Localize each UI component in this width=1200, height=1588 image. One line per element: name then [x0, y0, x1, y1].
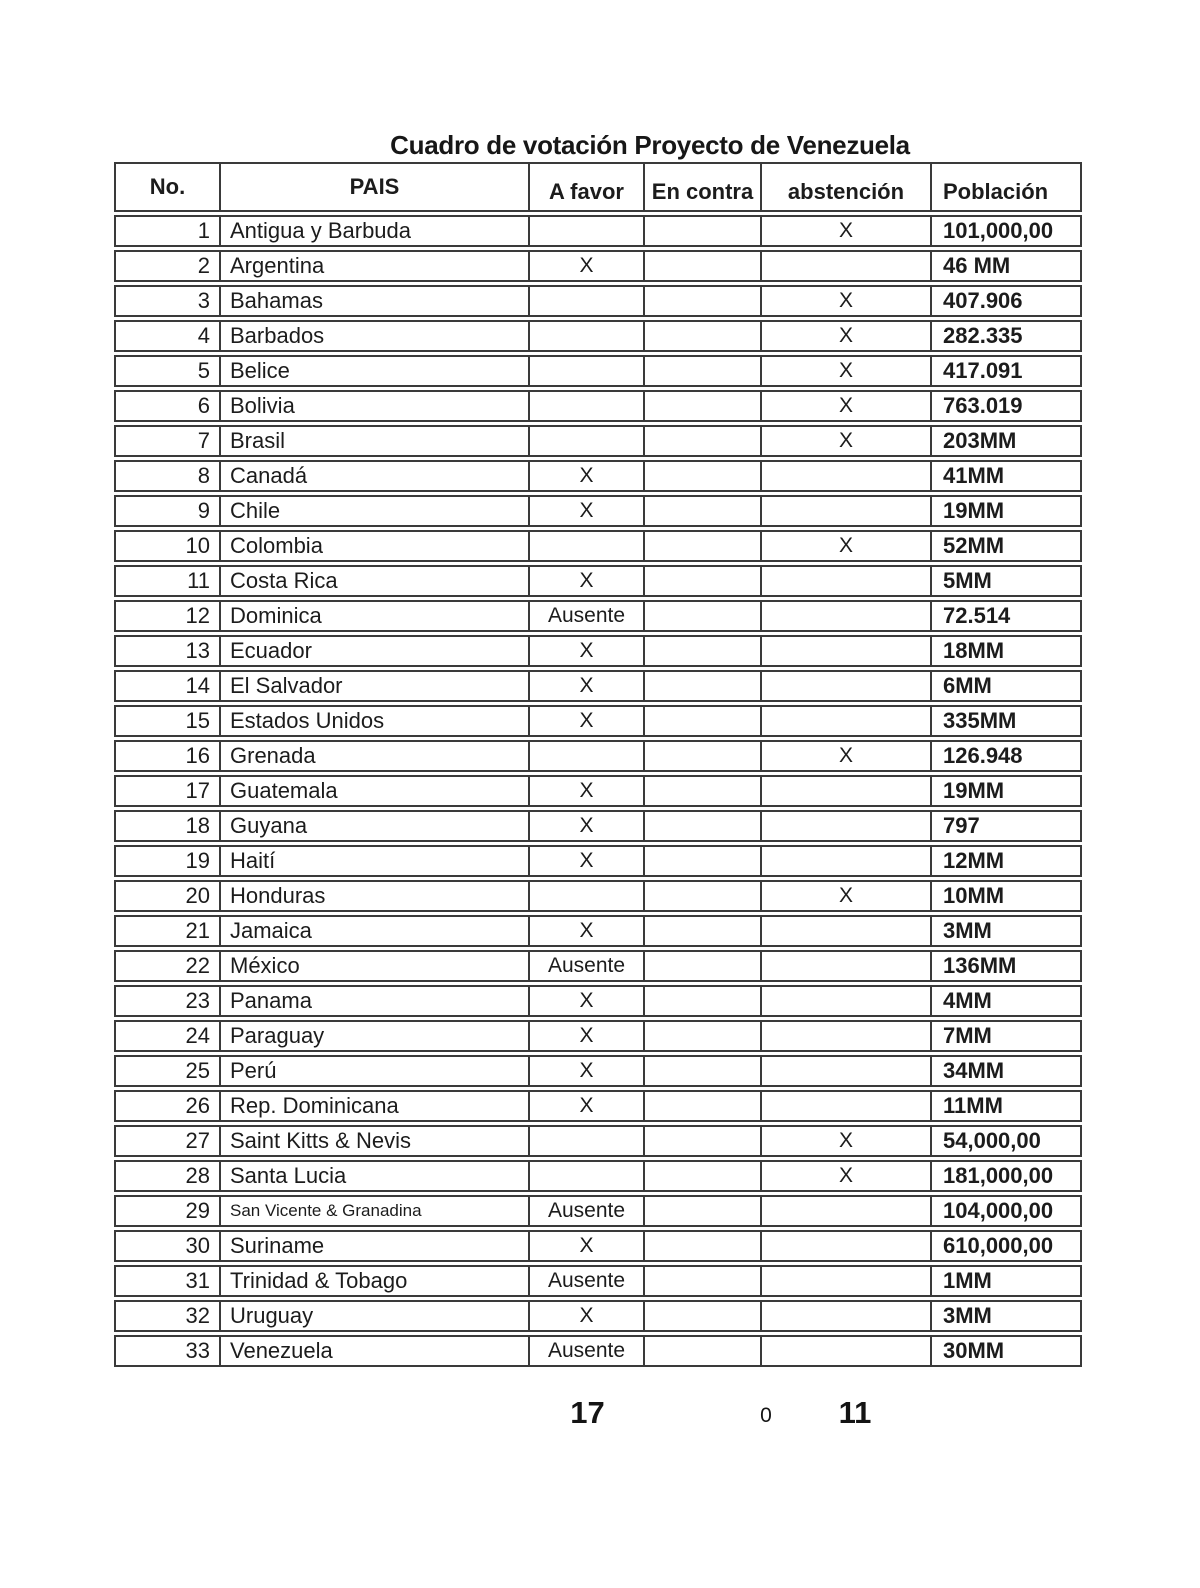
cell-country: Estados Unidos — [221, 707, 530, 735]
cell-poblacion: 19MM — [943, 498, 1005, 523]
cell-poblacion: 417.091 — [943, 358, 1023, 383]
table-row — [114, 845, 1082, 877]
cell-abstencion — [762, 1337, 932, 1365]
cell-poblacion: 797 — [943, 813, 980, 838]
cell-country: Colombia — [221, 532, 530, 560]
cell-row-number: 2 — [116, 252, 221, 280]
cell-a-favor: X — [530, 497, 645, 525]
cell-poblacion: 30MM — [943, 1338, 1005, 1363]
cell-country: Perú — [221, 1057, 530, 1085]
table-row — [114, 1020, 1082, 1052]
cell-a-favor: Ausente — [530, 1337, 645, 1365]
cell-en-contra — [645, 1232, 762, 1260]
cell-row-number: 8 — [116, 462, 221, 490]
table-row — [114, 355, 1082, 387]
cell-a-favor: X — [530, 707, 645, 735]
header-poblacion: Población — [943, 179, 1049, 204]
cell-a-favor: Ausente — [530, 1267, 645, 1295]
cell-abstencion — [762, 637, 932, 665]
cell-a-favor: X — [530, 777, 645, 805]
cell-a-favor — [530, 742, 645, 770]
cell-abstencion — [762, 672, 932, 700]
cell-a-favor — [530, 217, 645, 245]
cell-en-contra — [645, 1057, 762, 1085]
cell-a-favor — [530, 287, 645, 315]
cell-abstencion — [762, 497, 932, 525]
cell-row-number: 26 — [116, 1092, 221, 1120]
cell-poblacion: 282.335 — [943, 323, 1023, 348]
table-row — [114, 670, 1082, 702]
header-a-favor: A favor — [530, 164, 645, 210]
cell-poblacion: 19MM — [943, 778, 1005, 803]
cell-en-contra — [645, 917, 762, 945]
cell-poblacion: 46 MM — [943, 253, 1011, 278]
table-row — [114, 1055, 1082, 1087]
cell-country: Trinidad & Tobago — [221, 1267, 530, 1295]
cell-abstencion — [762, 602, 932, 630]
cell-row-number: 17 — [116, 777, 221, 805]
cell-abstencion — [762, 1092, 932, 1120]
cell-a-favor: X — [530, 1057, 645, 1085]
table-row — [114, 600, 1082, 632]
cell-a-favor: X — [530, 1232, 645, 1260]
cell-poblacion: 72.514 — [943, 603, 1011, 628]
cell-en-contra — [645, 1092, 762, 1120]
table-row — [114, 320, 1082, 352]
cell-row-number: 3 — [116, 287, 221, 315]
cell-country: Suriname — [221, 1232, 530, 1260]
cell-country: Rep. Dominicana — [221, 1092, 530, 1120]
cell-abstencion — [762, 567, 932, 595]
cell-country: Costa Rica — [221, 567, 530, 595]
cell-poblacion: 7MM — [943, 1023, 992, 1048]
cell-en-contra — [645, 392, 762, 420]
table-row — [114, 1090, 1082, 1122]
cell-country: Bolivia — [221, 392, 530, 420]
cell-poblacion: 181,000,00 — [943, 1163, 1054, 1188]
cell-poblacion: 10MM — [943, 883, 1005, 908]
cell-row-number: 29 — [116, 1197, 221, 1225]
cell-en-contra — [645, 602, 762, 630]
cell-row-number: 18 — [116, 812, 221, 840]
cell-row-number: 14 — [116, 672, 221, 700]
cell-poblacion: 12MM — [943, 848, 1005, 873]
cell-a-favor — [530, 1162, 645, 1190]
cell-country: Uruguay — [221, 1302, 530, 1330]
cell-country: Ecuador — [221, 637, 530, 665]
cell-row-number: 28 — [116, 1162, 221, 1190]
cell-abstencion — [762, 707, 932, 735]
cell-country: El Salvador — [221, 672, 530, 700]
cell-en-contra — [645, 987, 762, 1015]
cell-row-number: 10 — [116, 532, 221, 560]
cell-en-contra — [645, 287, 762, 315]
table-row — [114, 1230, 1082, 1262]
cell-abstencion — [762, 1267, 932, 1295]
cell-en-contra — [645, 462, 762, 490]
cell-poblacion: 18MM — [943, 638, 1005, 663]
cell-poblacion: 5MM — [943, 568, 992, 593]
table-row — [114, 565, 1082, 597]
cell-en-contra — [645, 1162, 762, 1190]
cell-abstencion — [762, 777, 932, 805]
table-row — [114, 915, 1082, 947]
cell-abstencion — [762, 1057, 932, 1085]
cell-en-contra — [645, 1302, 762, 1330]
cell-country: San Vicente & Granadina — [221, 1197, 530, 1225]
cell-row-number: 19 — [116, 847, 221, 875]
cell-country: Haití — [221, 847, 530, 875]
cell-en-contra — [645, 427, 762, 455]
cell-country: Saint Kitts & Nevis — [221, 1127, 530, 1155]
cell-row-number: 22 — [116, 952, 221, 980]
table-row — [114, 390, 1082, 422]
header-pais: PAIS — [221, 164, 530, 210]
cell-abstencion: X — [762, 322, 932, 350]
cell-abstencion — [762, 1302, 932, 1330]
cell-en-contra — [645, 217, 762, 245]
cell-row-number: 23 — [116, 987, 221, 1015]
cell-row-number: 32 — [116, 1302, 221, 1330]
cell-a-favor: Ausente — [530, 1197, 645, 1225]
cell-row-number: 11 — [116, 567, 221, 595]
cell-row-number: 20 — [116, 882, 221, 910]
cell-abstencion: X — [762, 1162, 932, 1190]
cell-a-favor — [530, 1127, 645, 1155]
cell-row-number: 15 — [116, 707, 221, 735]
cell-a-favor — [530, 322, 645, 350]
table-row — [114, 530, 1082, 562]
cell-poblacion: 1MM — [943, 1268, 992, 1293]
table-row — [114, 880, 1082, 912]
cell-a-favor: X — [530, 987, 645, 1015]
cell-poblacion: 52MM — [943, 533, 1005, 558]
table-row — [114, 425, 1082, 457]
cell-a-favor: X — [530, 672, 645, 700]
cell-row-number: 12 — [116, 602, 221, 630]
cell-abstencion: X — [762, 392, 932, 420]
cell-poblacion: 104,000,00 — [943, 1198, 1054, 1223]
cell-abstencion — [762, 847, 932, 875]
cell-poblacion: 763.019 — [943, 393, 1023, 418]
cell-country: Honduras — [221, 882, 530, 910]
table-row — [114, 1335, 1082, 1367]
cell-country: Bahamas — [221, 287, 530, 315]
cell-row-number: 5 — [116, 357, 221, 385]
cell-en-contra — [645, 1197, 762, 1225]
cell-abstencion — [762, 952, 932, 980]
cell-a-favor — [530, 427, 645, 455]
cell-abstencion: X — [762, 532, 932, 560]
cell-a-favor: X — [530, 462, 645, 490]
table-row — [114, 285, 1082, 317]
cell-country: México — [221, 952, 530, 980]
table-row — [114, 810, 1082, 842]
cell-abstencion — [762, 1022, 932, 1050]
cell-abstencion — [762, 987, 932, 1015]
total-en-contra: 0 — [760, 1404, 772, 1427]
cell-country: Argentina — [221, 252, 530, 280]
cell-row-number: 31 — [116, 1267, 221, 1295]
cell-en-contra — [645, 1127, 762, 1155]
table-header-row — [114, 162, 1082, 212]
page-title: Cuadro de votación Proyecto de Venezuela — [390, 130, 910, 160]
cell-abstencion — [762, 462, 932, 490]
cell-country: Santa Lucia — [221, 1162, 530, 1190]
cell-country: Venezuela — [221, 1337, 530, 1365]
table-row — [114, 740, 1082, 772]
table-row — [114, 1265, 1082, 1297]
cell-country: Paraguay — [221, 1022, 530, 1050]
cell-abstencion: X — [762, 742, 932, 770]
cell-a-favor: Ausente — [530, 602, 645, 630]
cell-row-number: 9 — [116, 497, 221, 525]
cell-abstencion: X — [762, 357, 932, 385]
cell-a-favor: X — [530, 637, 645, 665]
cell-country: Grenada — [221, 742, 530, 770]
cell-poblacion: 11MM — [943, 1093, 1003, 1118]
cell-country: Panama — [221, 987, 530, 1015]
table-row — [114, 215, 1082, 247]
cell-abstencion: X — [762, 287, 932, 315]
cell-abstencion: X — [762, 1127, 932, 1155]
cell-en-contra — [645, 952, 762, 980]
cell-country: Antigua y Barbuda — [221, 217, 530, 245]
cell-abstencion — [762, 1197, 932, 1225]
cell-en-contra — [645, 742, 762, 770]
cell-a-favor — [530, 357, 645, 385]
cell-row-number: 13 — [116, 637, 221, 665]
cell-poblacion: 126.948 — [943, 743, 1023, 768]
cell-abstencion: X — [762, 882, 932, 910]
cell-en-contra — [645, 532, 762, 560]
cell-country: Guyana — [221, 812, 530, 840]
cell-en-contra — [645, 637, 762, 665]
table-row — [114, 950, 1082, 982]
cell-en-contra — [645, 707, 762, 735]
cell-a-favor — [530, 532, 645, 560]
cell-poblacion: 34MM — [943, 1058, 1005, 1083]
table-row — [114, 705, 1082, 737]
cell-poblacion: 6MM — [943, 673, 992, 698]
table-row — [114, 1300, 1082, 1332]
cell-country: Chile — [221, 497, 530, 525]
cell-row-number: 6 — [116, 392, 221, 420]
cell-en-contra — [645, 777, 762, 805]
cell-poblacion: 3MM — [943, 918, 992, 943]
cell-country: Canadá — [221, 462, 530, 490]
cell-abstencion: X — [762, 217, 932, 245]
cell-en-contra — [645, 497, 762, 525]
cell-a-favor: X — [530, 252, 645, 280]
table-row — [114, 1160, 1082, 1192]
table-row — [114, 635, 1082, 667]
cell-poblacion: 4MM — [943, 988, 992, 1013]
cell-en-contra — [645, 812, 762, 840]
cell-row-number: 25 — [116, 1057, 221, 1085]
table-row — [114, 460, 1082, 492]
total-a-favor: 17 — [570, 1395, 605, 1430]
cell-a-favor: X — [530, 812, 645, 840]
cell-a-favor: X — [530, 1092, 645, 1120]
cell-row-number: 21 — [116, 917, 221, 945]
cell-row-number: 24 — [116, 1022, 221, 1050]
cell-a-favor: X — [530, 917, 645, 945]
cell-a-favor: X — [530, 847, 645, 875]
cell-abstencion — [762, 1232, 932, 1260]
cell-abstencion: X — [762, 427, 932, 455]
cell-row-number: 30 — [116, 1232, 221, 1260]
cell-row-number: 33 — [116, 1337, 221, 1365]
cell-poblacion: 101,000,00 — [943, 218, 1054, 243]
cell-poblacion: 54,000,00 — [943, 1128, 1041, 1153]
cell-country: Belice — [221, 357, 530, 385]
cell-en-contra — [645, 847, 762, 875]
cell-poblacion: 203MM — [943, 428, 1017, 453]
cell-country: Guatemala — [221, 777, 530, 805]
cell-abstencion — [762, 812, 932, 840]
cell-a-favor — [530, 882, 645, 910]
cell-row-number: 4 — [116, 322, 221, 350]
cell-a-favor: X — [530, 1302, 645, 1330]
cell-poblacion: 3MM — [943, 1303, 992, 1328]
header-en-contra: En contra — [645, 164, 762, 210]
cell-poblacion: 407.906 — [943, 288, 1023, 313]
cell-a-favor: X — [530, 1022, 645, 1050]
cell-en-contra — [645, 252, 762, 280]
table-row — [114, 1195, 1082, 1227]
cell-en-contra — [645, 567, 762, 595]
cell-en-contra — [645, 1022, 762, 1050]
cell-country: Brasil — [221, 427, 530, 455]
votacion-table — [114, 162, 1082, 1370]
total-abstencion: 11 — [838, 1395, 872, 1430]
cell-country: Jamaica — [221, 917, 530, 945]
cell-poblacion: 41MM — [943, 463, 1005, 488]
cell-poblacion: 610,000,00 — [943, 1233, 1054, 1258]
cell-country: Dominica — [221, 602, 530, 630]
table-row — [114, 1125, 1082, 1157]
cell-en-contra — [645, 357, 762, 385]
cell-en-contra — [645, 1337, 762, 1365]
cell-a-favor: Ausente — [530, 952, 645, 980]
cell-poblacion: 136MM — [943, 953, 1017, 978]
cell-row-number: 16 — [116, 742, 221, 770]
cell-en-contra — [645, 322, 762, 350]
cell-abstencion — [762, 917, 932, 945]
table-row — [114, 985, 1082, 1017]
header-abstencion: abstención — [762, 164, 932, 210]
cell-a-favor — [530, 392, 645, 420]
cell-row-number: 7 — [116, 427, 221, 455]
header-no: No. — [116, 164, 221, 210]
cell-row-number: 27 — [116, 1127, 221, 1155]
cell-row-number: 1 — [116, 217, 221, 245]
cell-poblacion: 335MM — [943, 708, 1017, 733]
cell-abstencion — [762, 252, 932, 280]
cell-en-contra — [645, 1267, 762, 1295]
table-row — [114, 495, 1082, 527]
table-row — [114, 250, 1082, 282]
table-row — [114, 775, 1082, 807]
cell-a-favor: X — [530, 567, 645, 595]
cell-en-contra — [645, 882, 762, 910]
cell-country: Barbados — [221, 322, 530, 350]
cell-en-contra — [645, 672, 762, 700]
